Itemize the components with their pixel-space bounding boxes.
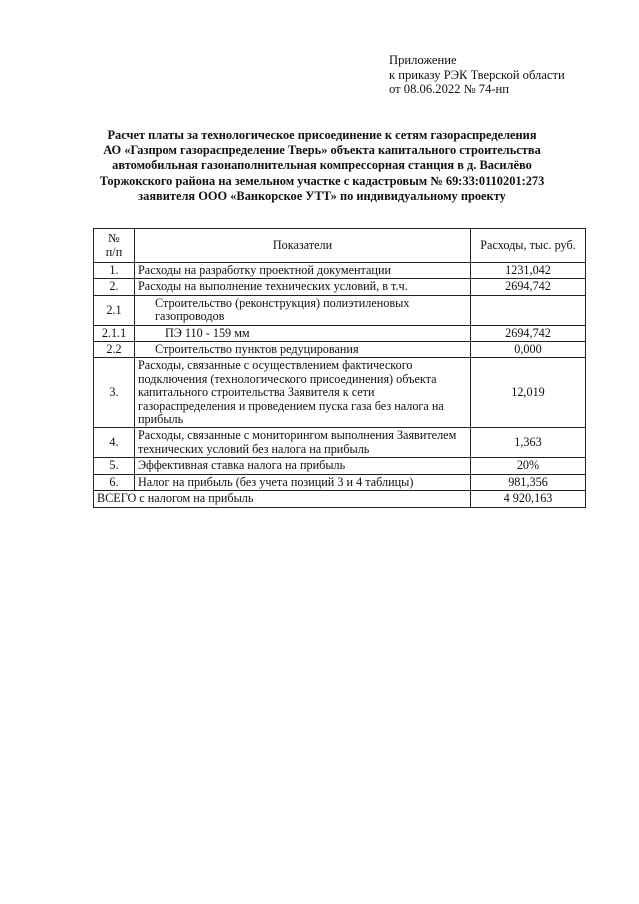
title-line-5: заявителя ООО «Ванкорское УТТ» по индивидуальному проекту	[138, 188, 506, 203]
row-indicator: Расходы, связанные с осуществлением фактического подключения (технологического присоединения) объекта капитального строительства Заявителя к сети газораспределения и проведением пуска газа без налога на прибыль	[135, 358, 471, 428]
header-number-line-2: п/п	[105, 244, 123, 259]
header-number	[94, 229, 135, 263]
row-number: 3.	[94, 358, 135, 428]
row-indicator: Эффективная ставка налога на прибыль	[135, 458, 471, 474]
table-row	[94, 263, 586, 279]
row-indicator: Строительство пунктов редуцирования	[135, 342, 471, 358]
title-line-2: АО «Газпром газораспределение Тверь» объекта капитального строительства	[103, 143, 541, 158]
title-line-4: Торжокского района на земельном участке с кадастровым № 69:33:0110201:273	[99, 173, 545, 188]
total-value: 4 920,163	[471, 491, 586, 507]
row-value: 2694,742	[471, 325, 586, 341]
table-row	[94, 279, 586, 295]
annex-line-1: Приложение	[389, 53, 457, 67]
header-number-line-1: №	[108, 231, 120, 246]
row-number: 1.	[94, 263, 135, 279]
calculation-table	[93, 228, 586, 508]
table-row	[94, 458, 586, 474]
row-indicator: Строительство (реконструкция) полиэтиленовых газопроводов	[135, 295, 471, 325]
row-indicator: ПЭ 110 - 159 мм	[135, 325, 471, 341]
title-line-3: автомобильная газонаполнительная компрессорная станция в д. Василёво	[112, 158, 532, 173]
total-label: ВСЕГО с налогом на прибыль	[94, 491, 471, 507]
row-number: 5.	[94, 458, 135, 474]
header-indicator: Показатели	[135, 229, 471, 263]
table-row	[94, 295, 586, 325]
row-value: 2694,742	[471, 279, 586, 295]
row-number: 6.	[94, 474, 135, 490]
row-number: 2.2	[94, 342, 135, 358]
header-value: Расходы, тыс. руб.	[471, 229, 586, 263]
table-row	[94, 428, 586, 458]
row-value: 20%	[471, 458, 586, 474]
title-line-1: Расчет платы за технологическое присоединение к сетям газораспределения	[107, 128, 537, 142]
annex-line-3: от 08.06.2022 № 74-нп	[389, 82, 510, 96]
row-number: 4.	[94, 428, 135, 458]
annex-note	[389, 53, 565, 97]
row-value: 1231,042	[471, 263, 586, 279]
table-total-row	[94, 491, 586, 507]
table-header-row	[94, 229, 586, 263]
row-number: 2.1	[94, 295, 135, 325]
row-indicator: Расходы на выполнение технических условий, в т.ч.	[135, 279, 471, 295]
row-value: 12,019	[471, 358, 586, 428]
row-indicator: Расходы на разработку проектной документации	[135, 263, 471, 279]
row-value	[471, 295, 586, 325]
row-value: 981,356	[471, 474, 586, 490]
row-value: 0,000	[471, 342, 586, 358]
table-row	[94, 474, 586, 490]
row-number: 2.1.1	[94, 325, 135, 341]
document-title	[60, 128, 584, 204]
row-indicator: Расходы, связанные с мониторингом выполнения Заявителем технических условий без налога на прибыль	[135, 428, 471, 458]
table-row	[94, 358, 586, 428]
row-indicator: Налог на прибыль (без учета позиций 3 и 4 таблицы)	[135, 474, 471, 490]
row-value: 1,363	[471, 428, 586, 458]
table-row	[94, 342, 586, 358]
annex-line-2: к приказу РЭК Тверской области	[389, 67, 565, 82]
row-number: 2.	[94, 279, 135, 295]
table-row	[94, 325, 586, 341]
